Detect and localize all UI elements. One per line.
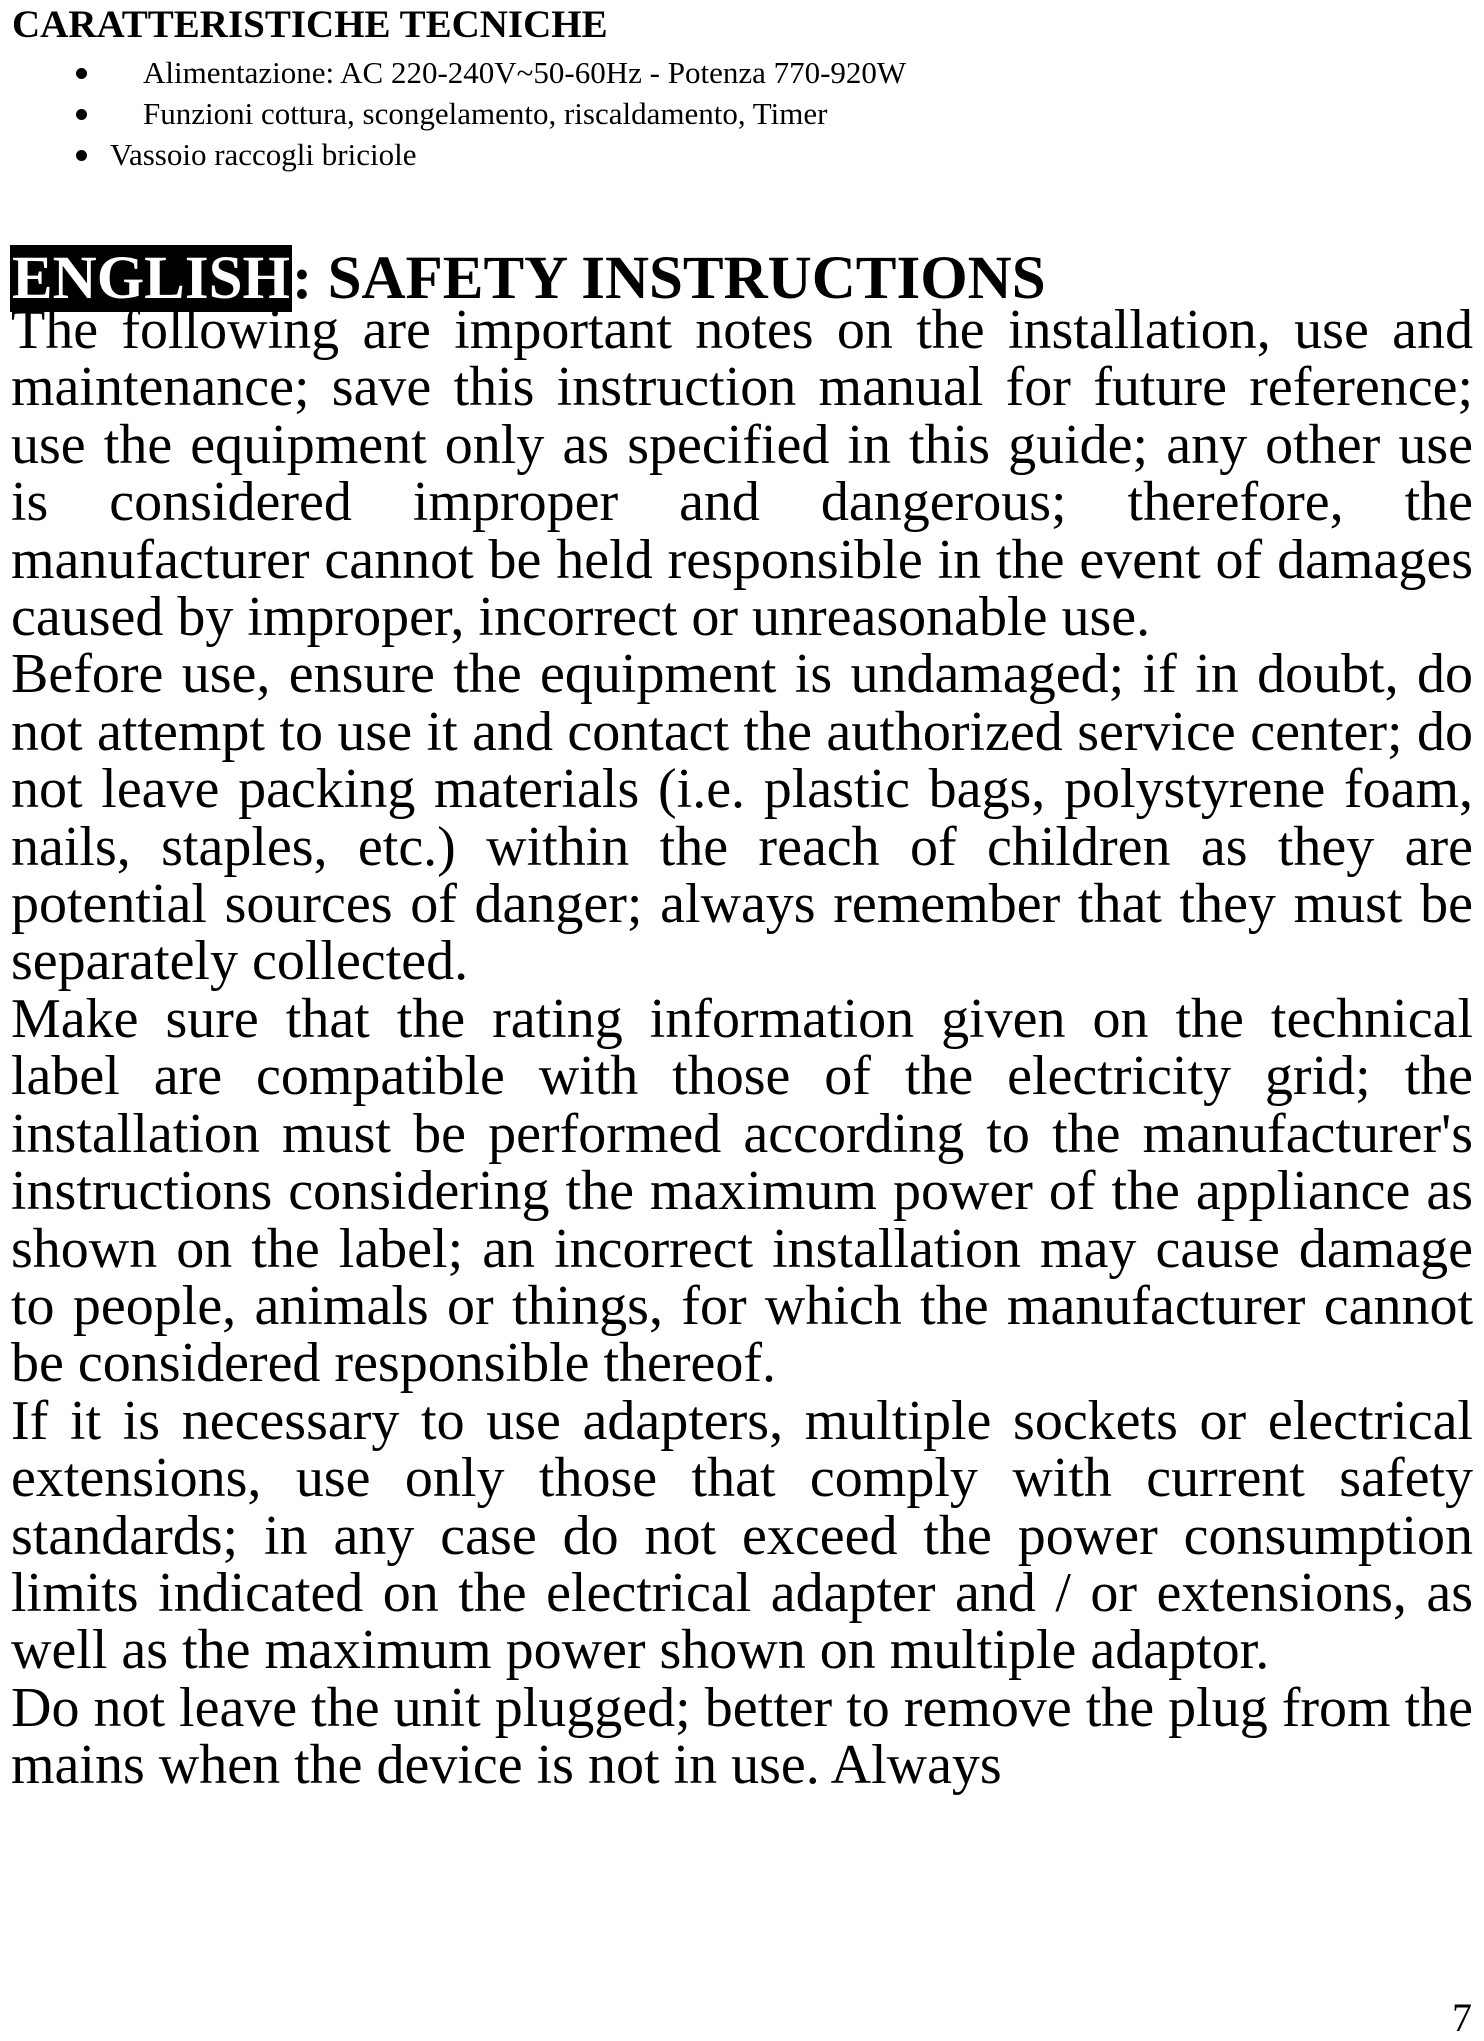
paragraph: Make sure that the rating information given on the technical label are compatible with those of the electricity grid; the installation must be performed according to the manufacturer's instructions considering the maximum power of the appliance as shown on the label; an incorrect installation may cause damage to people, animals or things, for which the manufacturer cannot be considered responsible thereof. (11, 987, 1473, 1395)
heading-title: : SAFETY INSTRUCTIONS (292, 245, 1046, 312)
bullet-icon (76, 109, 87, 120)
spec-text: Vassoio raccogli briciole (110, 137, 417, 172)
paragraph: Before use, ensure the equipment is undamaged; if in doubt, do not attempt to use it and contact the authorized service center; do not leave packing materials (i.e. plastic bags, polystyrene foam, nails, staples, etc.) within the reach of children as they are potential sources of danger; always remember that they must be separately collected. (11, 643, 1473, 993)
page-number: 7 (1452, 1995, 1472, 2040)
language-label: ENGLISH (12, 245, 290, 312)
spec-text: Alimentazione: AC 220-240V~50-60Hz - Potenza 770-920W (143, 55, 907, 90)
paragraph: Do not leave the unit plugged; better to remove the plug from the mains when the device is not in use. Always (11, 1676, 1473, 1797)
paragraph: If it is necessary to use adapters, multiple sockets or electrical extensions, use only those that comply with current safety standards; in any case do not exceed the power consumption limits indicated on the electrical adapter and / or extensions, as well as the maximum power shown on multiple adaptor. (11, 1389, 1473, 1682)
spec-text: Funzioni cottura, scongelamento, riscaldamento, Timer (143, 96, 828, 131)
safety-instructions-body (11, 299, 1473, 1797)
italian-specs-heading: CARATTERISTICHE TECNICHE (12, 3, 608, 46)
paragraph: The following are important notes on the installation, use and maintenance; save this instruction manual for future reference; use the equipment only as specified in this guide; any other use is considered improper and dangerous; therefore, the manufacturer cannot be held responsible in the event of damages caused by improper, incorrect or unreasonable use. (11, 299, 1473, 649)
bullet-icon (76, 68, 87, 79)
bullet-icon (76, 150, 87, 161)
